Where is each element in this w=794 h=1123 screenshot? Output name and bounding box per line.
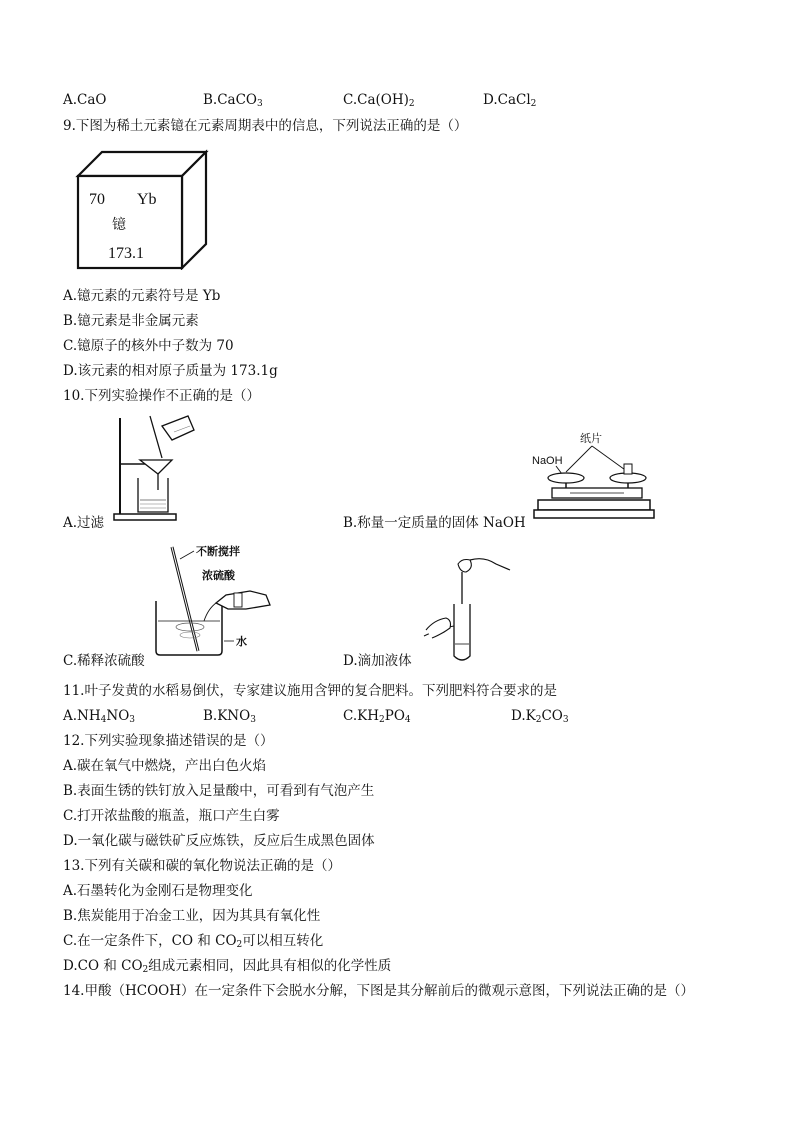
q10-option-d: D.滴加液体 (343, 653, 412, 669)
q11-option-d: $D.K_2CO_3$ (511, 708, 569, 725)
q10-stem: 10.下列实验操作不正确的是（） (63, 388, 260, 404)
element-cell-figure (74, 148, 214, 270)
q13-stem: 13.下列有关碳和碳的氧化物说法正确的是（） (63, 858, 341, 874)
q13-option-a: A.石墨转化为金刚石是物理变化 (63, 883, 253, 899)
q10-option-a: A.过滤 (63, 515, 105, 531)
paper-label: 纸片 (580, 432, 602, 445)
q11-stem: 11.叶子发黄的水稻易倒伏，专家建议施用含钾的复合肥料。下列肥料符合要求的是 (63, 683, 557, 699)
element-number: 70 (89, 191, 105, 208)
q12-stem: 12.下列实验现象描述错误的是（） (63, 733, 274, 749)
element-symbol: Yb (137, 191, 157, 208)
q9-stem: 9.下图为稀土元素镱在元素周期表中的信息，下列说法正确的是（） (63, 118, 468, 134)
q12-option-a: A.碳在氧气中燃烧，产出白色火焰 (63, 758, 267, 774)
q12-option-c: C.打开浓盐酸的瓶盖，瓶口产生白雾 (63, 808, 280, 824)
q13-option-c: C.在一定条件下，CO 和 $CO_2$可以相互转化 (63, 933, 324, 950)
water-label: 水 (236, 635, 247, 648)
q12-option-b: B.表面生锈的铁钉放入足量酸中，可看到有气泡产生 (63, 783, 375, 799)
q9-option-b: B.镱元素是非金属元素 (63, 313, 199, 329)
stir-label: 不断搅拌 (196, 545, 240, 558)
q9-option-a: A.镱元素的元素符号是 Yb (63, 288, 221, 304)
q9-option-c: C.镱原子的核外中子数为 70 (63, 338, 234, 354)
balance-figure (530, 428, 656, 524)
q9-option-d: D.该元素的相对原子质量为 173.1g (63, 363, 278, 379)
q8-option-a: A.CaO (63, 92, 107, 108)
dilution-figure (150, 543, 278, 659)
q13-option-d: D.CO 和 $CO_2$组成元素相同，因此具有相似的化学性质 (63, 958, 392, 975)
q8-option-b: B.CaCO$_3$ (203, 92, 263, 109)
q8-option-d: D.CaCl$_2$ (483, 92, 537, 109)
naoh-label: NaOH (532, 455, 563, 467)
element-mass: 173.1 (108, 245, 144, 262)
q11-option-b: $B.KNO_3$ (203, 708, 256, 725)
q14-stem: 14.甲酸（HCOOH）在一定条件下会脱水分解，下图是其分解前后的微观示意图，下列说法正确的是（） (63, 983, 694, 999)
acid-label: 浓硫酸 (202, 569, 235, 582)
q10-option-b: B.称量一定质量的固体 NaOH (343, 515, 526, 531)
q8-option-c: $C.Ca(OH)_2$ (343, 92, 415, 109)
element-name: 镱 (112, 217, 126, 233)
q11-option-c: $C.KH_2PO_4$ (343, 708, 411, 725)
q10-option-c: C.稀释浓硫酸 (63, 653, 145, 669)
q11-option-a: $A.NH_4NO_3$ (63, 708, 135, 725)
dropper-figure (412, 556, 516, 664)
q12-option-d: D.一氧化碳与磁铁矿反应炼铁，反应后生成黑色固体 (63, 833, 375, 849)
filtration-figure (110, 412, 198, 524)
q13-option-b: B.焦炭能用于冶金工业，因为其具有氧化性 (63, 908, 321, 924)
